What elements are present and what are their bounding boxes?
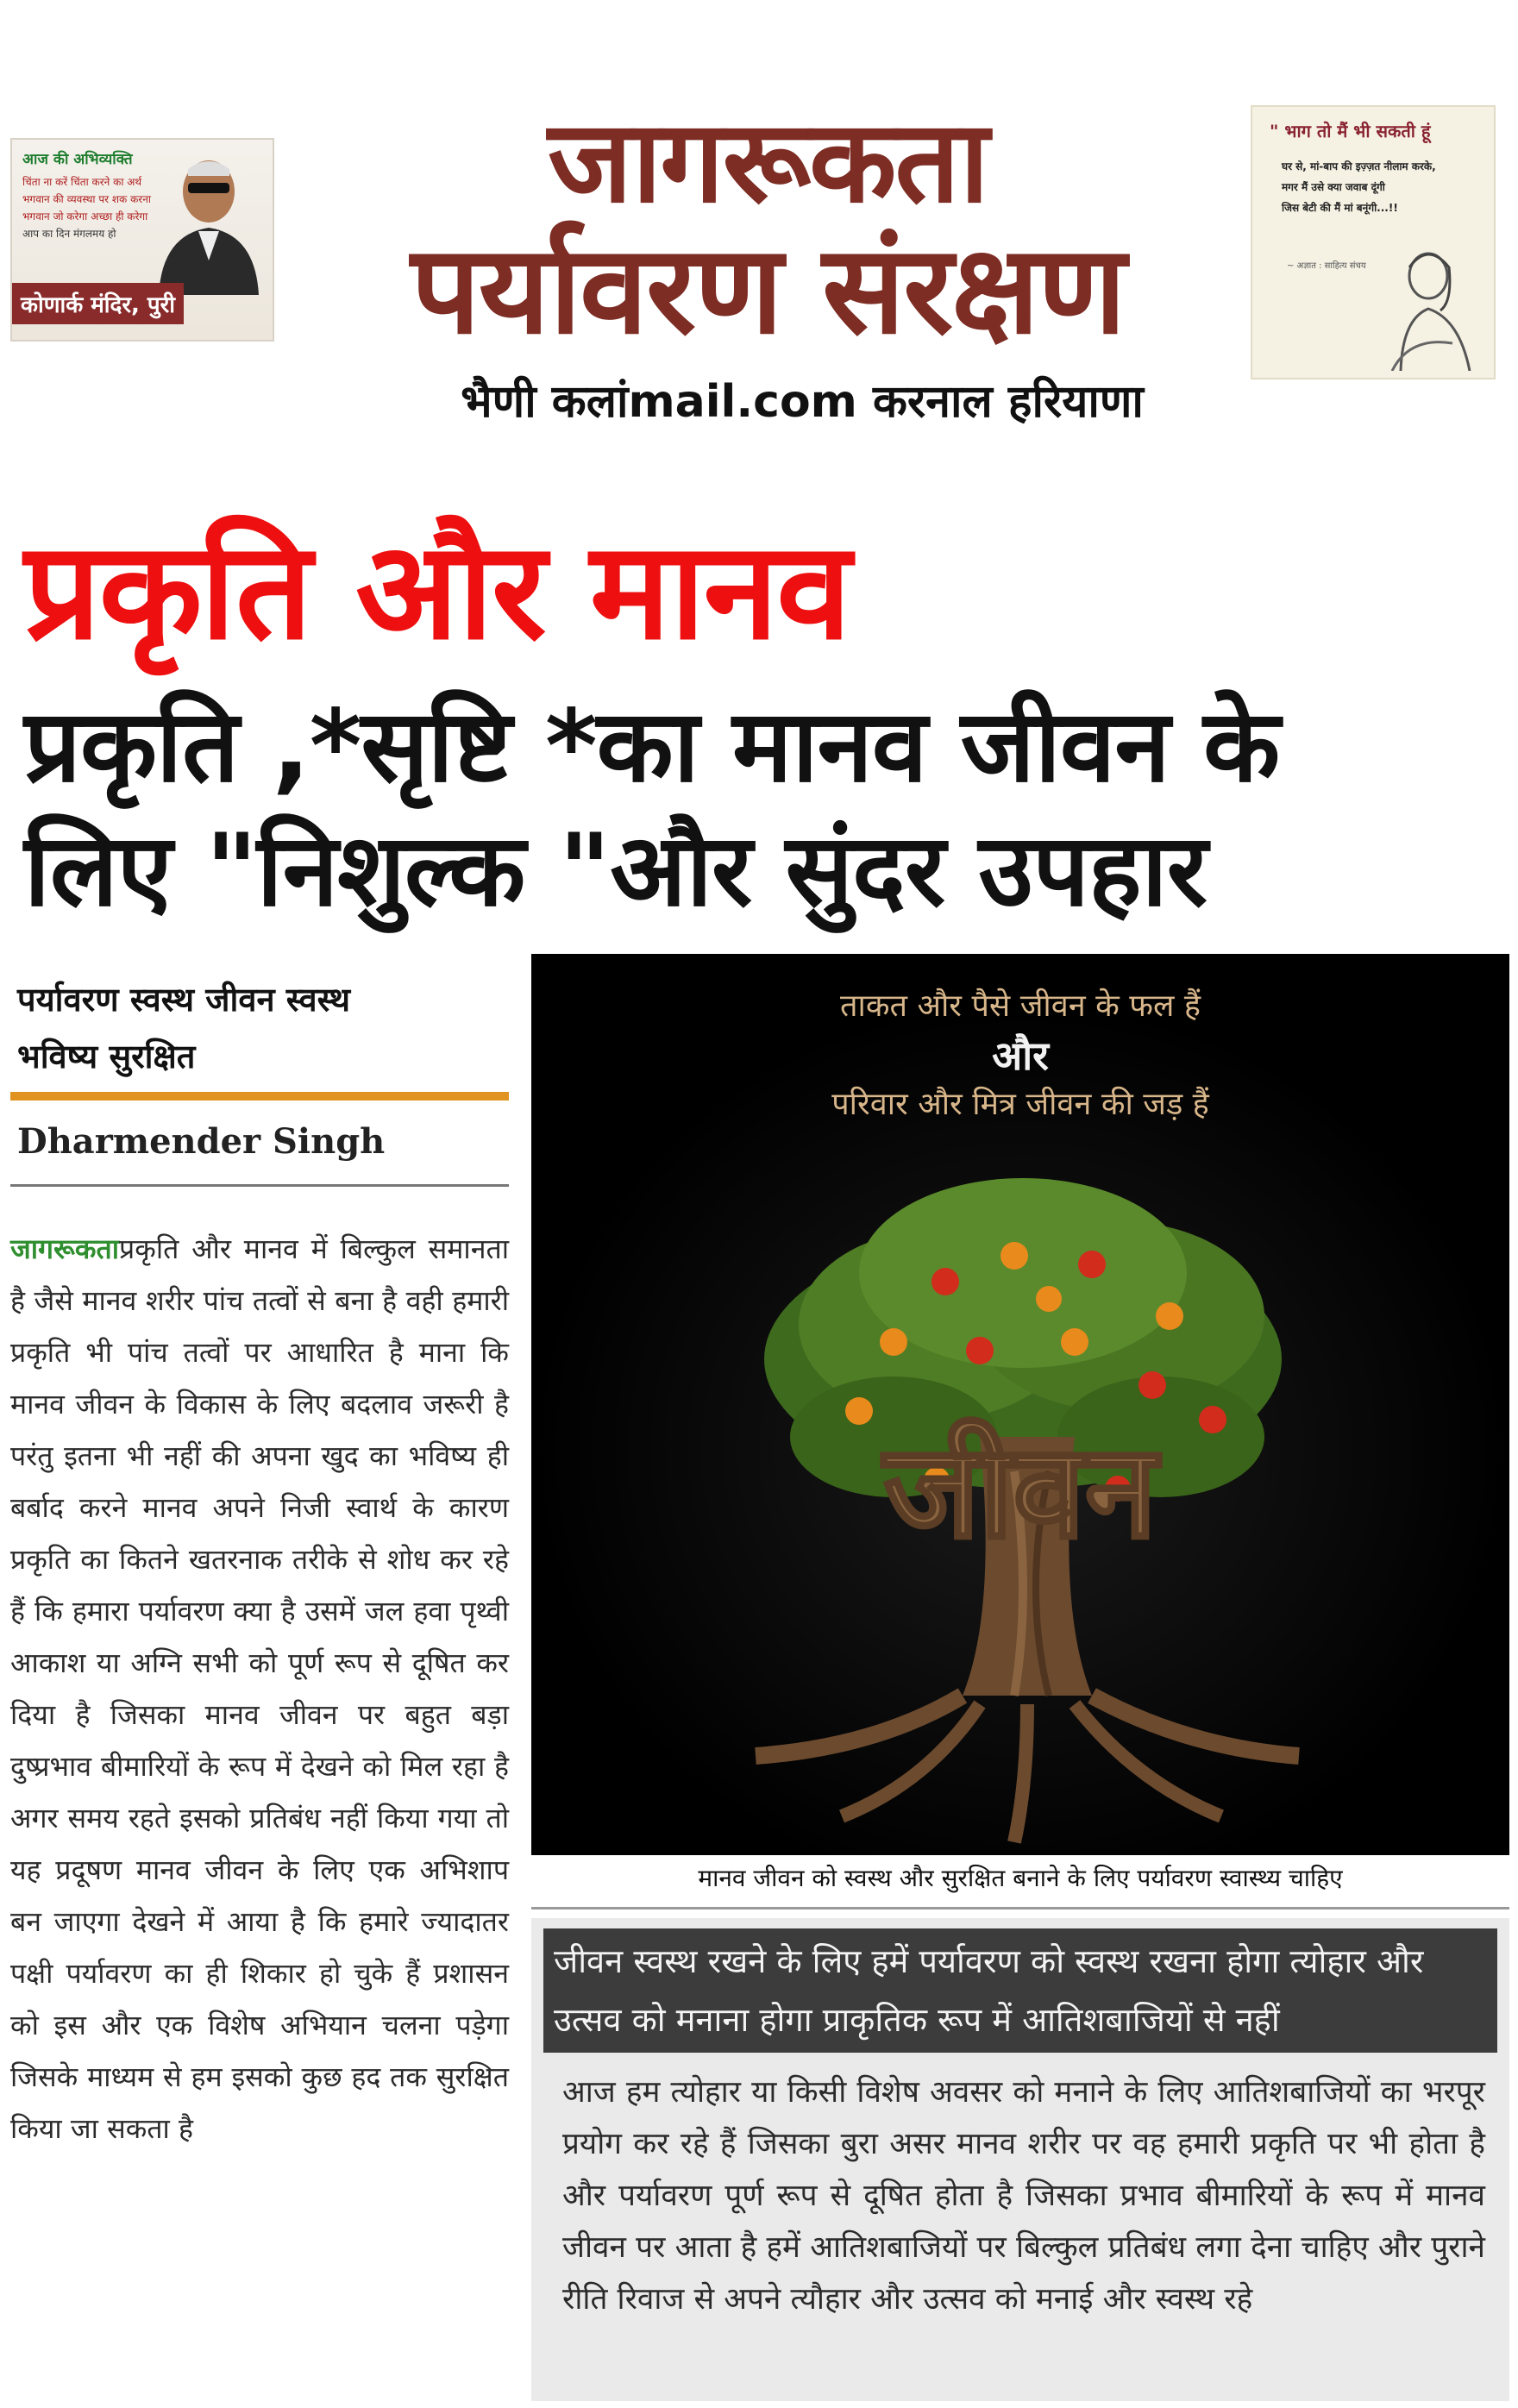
caption-divider [531, 1907, 1509, 1909]
ad-line: चिंता ना करें चिंता करने का अर्थ [22, 176, 142, 188]
article-kicker [17, 971, 500, 1085]
ad-line: भगवान की व्यवस्था पर शक करना [22, 193, 151, 205]
quote-line: जिस बेटी की मैं मां बनूंगी...!! [1282, 202, 1398, 214]
masthead-line-2: पर्यावरण संरक्षण [411, 219, 1125, 361]
headline-black-line-2: लिए "निशुल्क "और सुंदर उपहार [24, 812, 1208, 929]
quote-credit: ~ अज्ञात : साहित्य संचय [1287, 261, 1366, 271]
ad-line: आप का दिन मंगलमय हो [22, 228, 116, 240]
trunk-word: जीवन [883, 1417, 1157, 1567]
kicker-line: पर्यावरण स्वस्थ जीवन स्वस्थ [17, 981, 350, 1019]
image-text-line-2: और [992, 1032, 1049, 1079]
article-text: प्रकृति और मानव में बिल्कुल समानता है जैसे मानव शरीर पांच तत्वों से बना है वही हमारी प्रकृति भी पांच तत्वों पर आधारित है माना कि मानव जीवन के विकास के लिए बदलाव जरूरी है परंतु इतना भी नहीं की अपना खुद का भविष्य ही बर्बाद करने मानव अपने निजी स्वार्थ के कारण प्रकृति का कितने खतरनाक तरीके से शोध कर रहे हैं कि हमारा पर्यावरण क्या है उसमें जल हवा पृथ्वी आकाश या अग्नि सभी को पूर्ण रूप से दूषित कर दिया है जिसका मानव जीवन पर बहुत बड़ा दुष्प्रभाव बीमारियों के रूप में देखने को मिल रहा है अगर समय रहते इसको प्रतिबंध नहीं किया गया तो यह प्रदूषण मानव जीवन के लिए एक अभिशाप बन जाएगा देखने में आया है कि हमारे ज्यादातर पक्षी पर्यावरण का ही शिकार हो चुके हैं प्रशासन को इस और एक विशेष अभियान चलना पड़ेगा जिसके माध्यम से हम इसको कुछ हद तक सुरक्षित किया जा सकता है [10, 1232, 509, 2145]
masthead-subline: भैणी कलांmail.com करनाल हरियाणा [461, 376, 1144, 428]
image-text-line-3: परिवार और मित्र जीवन की जड़ हैं [831, 1087, 1209, 1122]
quote-title: " भाग तो मैं भी सकती हूं [1270, 121, 1431, 141]
headline-red: प्रकृति और मानव [24, 512, 850, 669]
ad-line: भगवान जो करेगा अच्छा ही करेगा [22, 210, 148, 223]
box-heading: जीवन स्वस्थ रखने के लिए हमें पर्यावरण को स्वस्थ रखना होगा त्योहार और उत्सव को मनाना होगा प्राकृतिक रूप में आतिशबाजियों से नहीं [543, 1928, 1497, 2053]
headline-black-line-1: प्रकृति ,*सृष्टि *का मानव जीवन के [24, 688, 1280, 805]
highlight-box [531, 1918, 1509, 2401]
masthead-line-1: जागरूकता [548, 96, 988, 229]
image-text-line-1: ताकत और पैसे जीवन के फल हैं [840, 988, 1201, 1024]
lead-word: जागरूकता [10, 1232, 120, 1265]
place-label: कोणार्क मंदिर, पुरी [12, 283, 184, 324]
author-byline: Dharmender Singh [17, 1121, 386, 1162]
quote-line: घर से, मां-बाप की इज़्ज़त नीलाम करके, [1282, 160, 1436, 172]
gold-divider [10, 1092, 509, 1101]
kicker-line: भविष्य सुरक्षित [17, 1038, 196, 1075]
article-body [10, 1223, 509, 2154]
quote-line: मगर मैं उसे क्या जवाब दूंगी [1282, 181, 1385, 193]
image-caption: मानव जीवन को स्वस्थ और सुरक्षित बनाने के लिए पर्यावरण स्वास्थ्य चाहिए [698, 1864, 1343, 1892]
grey-divider [10, 1184, 509, 1187]
tree-of-life-image [531, 954, 1509, 1855]
box-body: आज हम त्योहार या किसी विशेष अवसर को मनाने के लिए आतिशबाजियों का भरपूर प्रयोग कर रहे हैं जिसका बुरा असर मानव शरीर पर वह हमारी प्रकृति पर भी होता है और पर्यावरण पूर्ण रूप से दूषित होता है जिसका प्रभाव बीमारियों के रूप में मानव जीवन पर आता है हमें आतिशबाजियों पर बिल्कुल प्रतिबंध लगा देना चाहिए और पुराने रीति रिवाज से अपने त्यौहार और उत्सव को मनाई और स्वस्थ रहे [562, 2075, 1485, 2317]
ad-heading: आज की अभिव्यक्ति [22, 151, 133, 168]
